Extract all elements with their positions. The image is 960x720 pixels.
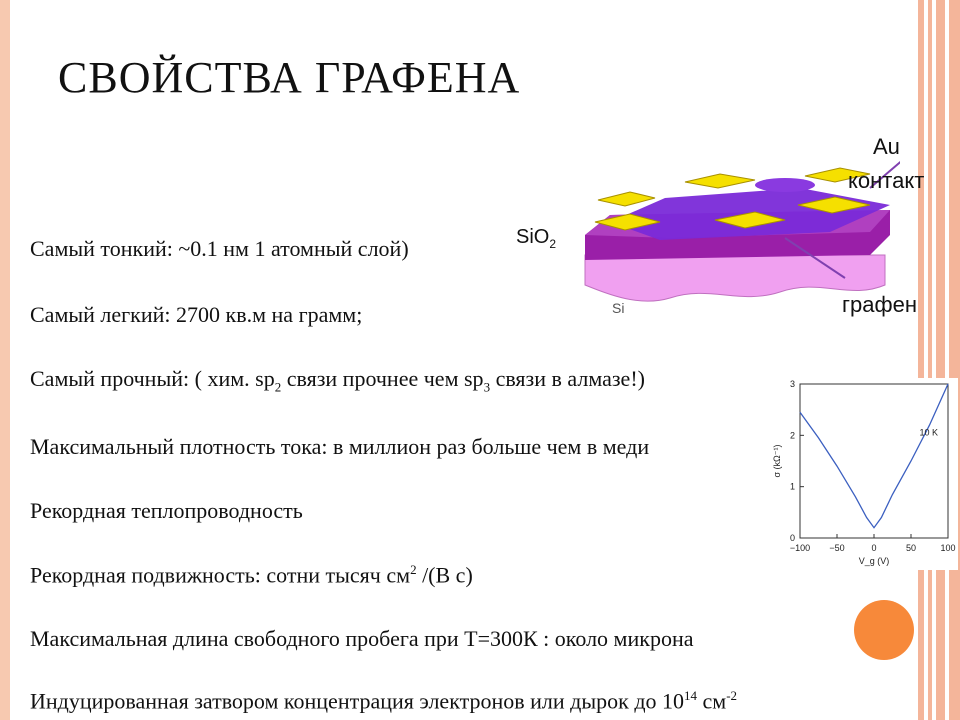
series-legend-label: 10 K — [919, 427, 938, 438]
series-line-10k — [800, 384, 948, 528]
y-axis-label: σ (kΩ⁻¹) — [772, 444, 782, 478]
y-tick-label: 1 — [789, 481, 795, 492]
y-tick-label: 2 — [789, 430, 795, 441]
x-tick-label: −50 — [829, 543, 845, 553]
property-thermal-conductivity: Рекордная теплопроводность — [30, 498, 303, 523]
x-axis-label: V_g (V) — [858, 556, 890, 566]
y-tick-label: 3 — [789, 379, 795, 389]
property-strongest: Самый прочный: ( хим. $sp_2$ связи прочнее чем $sp_3$ связи в алмазе!) — [30, 366, 645, 395]
property-mean-free-path: Максимальная длина свободного пробега при Т=300К : около микрона — [30, 626, 694, 651]
au-label: Au — [873, 134, 900, 159]
au-contact-1 — [598, 192, 655, 206]
x-tick-label: −100 — [789, 543, 811, 553]
property-lightest: Самый легкий: 2700 кв.м на грамм; — [30, 302, 363, 327]
property-mobility: Рекордная подвижность: сотни тысяч $см^2$ /(В с) — [30, 562, 473, 588]
decorative-orange-circle — [854, 600, 914, 660]
x-tick-label: 0 — [871, 543, 877, 553]
si-label: Si — [612, 300, 625, 316]
property-carrier-concentration: Индуцированная затвором концентрация электронов или дырок до $10^{14}$ $см^{-2}$ — [30, 688, 738, 714]
left-frame-bar — [0, 0, 10, 720]
y-tick-label: 0 — [789, 533, 795, 543]
plot-frame — [800, 384, 948, 538]
x-tick-label: 100 — [940, 543, 956, 553]
property-thinnest: Самый тонкий: ~0.1 нм 1 атомный слой) — [30, 236, 409, 261]
contact-label: контакт — [848, 168, 925, 193]
right-decorative-stripes — [914, 0, 960, 720]
conductivity-chart — [768, 378, 958, 570]
graphene-label: графен — [842, 292, 917, 317]
x-tick-label: 50 — [905, 543, 917, 553]
slide-title: СВОЙСТВА ГРАФЕНА — [58, 53, 521, 102]
property-current-density: Максимальный плотность тока: в миллион раз больше чем в меди — [30, 434, 650, 459]
si-substrate — [585, 255, 885, 301]
sio2-label: SiO$_2$ — [516, 226, 557, 251]
au-contact-3 — [685, 174, 755, 188]
